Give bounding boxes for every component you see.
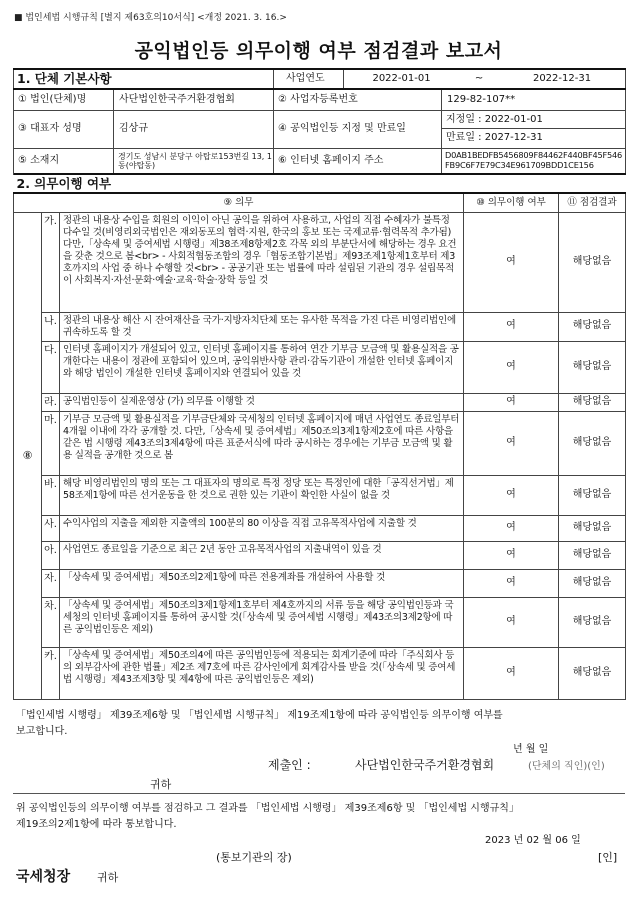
- notice-line-1: 위 공익법인등의 의무이행 여부를 점검하고 그 결과를 「법인세법 시행령」 제39조제6항 및 「법인세법 시행규칙」: [16, 803, 519, 814]
- biz-no-value: 129-82-107**: [442, 89, 626, 110]
- duty-result: 해당없음: [559, 515, 626, 541]
- addressee-1: 귀하: [150, 778, 172, 791]
- address-label: ⑤ 소재지: [14, 148, 114, 174]
- duty-letter: 라.: [42, 393, 60, 411]
- notifier-label: (통보기관의 장): [216, 851, 292, 864]
- duty-letter: 자.: [42, 569, 60, 597]
- section-duty-heading: 2. 의무이행 여부: [14, 174, 626, 193]
- fiscal-year-row: [274, 69, 626, 89]
- section-basic-heading: 1. 단체 기본사항: [14, 69, 274, 89]
- submitter-name: 사단법인한국주거환경협회: [355, 758, 495, 772]
- table-row: [14, 541, 626, 569]
- statement-line-1: 「법인세법 시행령」 제39조제6항 및 「법인세법 시행규칙」 제19조제1항에 따라 공익법인등 의무이행 여부를: [16, 710, 503, 721]
- address-value: 경기도 성남시 분당구 아탑로153번길 13, 1동(야탑동): [114, 148, 274, 174]
- submitter-label: 제출인 :: [268, 758, 311, 772]
- duty-letter: 다.: [42, 341, 60, 393]
- fiscal-year-end: 2022-12-31: [532, 72, 592, 84]
- duty-perform: 여: [464, 647, 559, 699]
- notifier-seal: [인]: [598, 851, 618, 864]
- duty-letter: 카.: [42, 647, 60, 699]
- fiscal-year-label: 사업연도: [274, 70, 344, 88]
- table-row: [14, 212, 626, 312]
- table-row: [14, 312, 626, 341]
- duty-text: 인터넷 홈페이지가 개설되어 있고, 인터넷 홈페이지를 통하여 연간 기부금 모금액 및 활용실적을 공개한다는 내용이 정관에 포함되어 있으며, 공익위반사항 관리·감독기관이 개설한 인터넷 홈페이지와 해당 법인이 개설한 인터넷 홈페이지와 연결되어 있을 것: [60, 341, 464, 393]
- duty-letter: 차.: [42, 597, 60, 647]
- duty-group-label: ⑧: [14, 212, 42, 699]
- basic-info-table: [13, 68, 626, 175]
- duty-perform: 여: [464, 541, 559, 569]
- statement-line-2: 보고합니다.: [16, 726, 68, 737]
- duty-text: 수익사업의 지출을 제외한 지출액의 100분의 80 이상을 직접 고유목적사업에 지출할 것: [60, 515, 464, 541]
- duty-perform: 여: [464, 597, 559, 647]
- report-date-placeholder: 년 월 일: [513, 744, 549, 755]
- duty-text: 해당 비영리법인의 명의 또는 그 대표자의 명의로 특정 정당 또는 특정인에 대한「공직선거법」제58조제1항에 따른 선거운동을 한 것으로 권한 있는 기관이 확인한 사실이 없을 것: [60, 475, 464, 515]
- duty-letter: 마.: [42, 411, 60, 475]
- addressee-2: 귀하: [97, 871, 119, 884]
- table-row: [14, 411, 626, 475]
- table-row: [14, 647, 626, 699]
- duty-text: 공익법인등이 실제운영상 (가) 의무를 이행할 것: [60, 393, 464, 411]
- duty-result: 해당없음: [559, 312, 626, 341]
- table-row: [14, 475, 626, 515]
- table-row: [14, 515, 626, 541]
- homepage-value: D0AB1BEDFB5456809F84462F440BF45F546FB9C6F7E79C34E961709BDD1CE156: [442, 148, 626, 174]
- rep-label: ③ 대표자 성명: [14, 110, 114, 148]
- duty-perform: 여: [464, 393, 559, 411]
- designation-dates: [442, 110, 626, 148]
- designation-label: ④ 공익법인등 지정 및 만료일: [274, 110, 442, 148]
- duty-text: 정관의 내용상 수입을 회원의 이익이 아닌 공익을 위하여 사용하고, 사업의 직접 수혜자가 불특정 다수일 것(비영리외국법인은 재외동포의 협력·지원, 한국의 홍보 또는 국제교류·협력목적 추가됨)다만,「상속세 및 증여세법 시행령」제38조제8항제2호 각목 외의 부분단서에 해당하는 경우 요건을 갖춘 것으로 봄<br> - 사회적협동조합의 경우「협동조합기본법」제93조제1항제1호부터 제3호까지의 사업 중 하나 수행할 것<br> - 공공기관 또는 법률에 따라 설립된 기관의 경우 설립목적이 사회복지·자선·문화·예술·교육·학술·장학 등일 것: [60, 212, 464, 312]
- duty-text: 「상속세 및 증여세법」제50조의3제1항제1호부터 제4호까지의 서류 등을 해당 공익법인등과 국세청의 인터넷 홈페이지를 통하여 공시할 것(「상속세 및 증여세법 시행령」제43조의3제2항에 따른 공익법인등은 제외): [60, 597, 464, 647]
- col-perform-header: ⑩ 의무이행 여부: [464, 193, 559, 212]
- duty-result: 해당없음: [559, 569, 626, 597]
- corp-name-value: 사단법인한국주거환경협회: [114, 89, 274, 110]
- duty-result: 해당없음: [559, 597, 626, 647]
- table-row: [14, 393, 626, 411]
- duty-letter: 아.: [42, 541, 60, 569]
- duty-perform: 여: [464, 475, 559, 515]
- corp-name-label: ① 법인(단체)명: [14, 89, 114, 110]
- biz-no-label: ② 사업자등록번호: [274, 89, 442, 110]
- duty-result: 해당없음: [559, 475, 626, 515]
- duty-letter: 바.: [42, 475, 60, 515]
- duty-perform: 여: [464, 312, 559, 341]
- fiscal-year-tilde: ~: [474, 72, 484, 84]
- table-row: [14, 341, 626, 393]
- duty-result: 해당없음: [559, 647, 626, 699]
- duty-perform: 여: [464, 515, 559, 541]
- submitter-seal: (단체의 직인)(인): [528, 761, 605, 772]
- duty-result: 해당없음: [559, 341, 626, 393]
- expires-date: 만료일 : 2027-12-31: [446, 132, 543, 143]
- duty-letter: 가.: [42, 212, 60, 312]
- duty-perform: 여: [464, 569, 559, 597]
- duty-perform: 여: [464, 212, 559, 312]
- duty-result: 해당없음: [559, 411, 626, 475]
- col-result-header: ⑪ 점검결과: [559, 193, 626, 212]
- col-duty-header: ⑨ 의무: [14, 193, 464, 212]
- duty-letter: 나.: [42, 312, 60, 341]
- duty-result: 해당없음: [559, 212, 626, 312]
- form-note: ■ 법인세법 시행규칙 [별지 제63호의10서식] <개정 2021. 3. 16.>: [14, 13, 287, 23]
- notice-line-2: 제19조의2제1항에 따라 통보합니다.: [16, 819, 177, 830]
- duty-perform: 여: [464, 341, 559, 393]
- notice-date: 2023 년 02 월 06 일: [485, 835, 581, 846]
- duty-result: 해당없음: [559, 541, 626, 569]
- footer-divider: [13, 793, 625, 794]
- duty-result: 해당없음: [559, 393, 626, 411]
- designated-date: 지정일 : 2022-01-01: [442, 111, 625, 129]
- duty-text: 기부금 모금액 및 활용실적을 기부금단체와 국세청의 인터넷 홈페이지에 매년 사업연도 종료일부터 4개월 이내에 각각 공개할 것. 다만,「상속세 및 증여세법」제50조의3제1항제2호에 따른 사항을 같은 법 시행령 제43조의3제4항에 따른 표준서식에 따라 공시하는 경우에는 기부금 모금액 및 활용 실적을 공개한 것으로 봄: [60, 411, 464, 475]
- rep-name-value: 김상규: [114, 110, 274, 148]
- duty-text: 「상속세 및 증여세법」제50조의2제1항에 따른 전용계좌를 개설하여 사용할 것: [60, 569, 464, 597]
- duty-perform: 여: [464, 411, 559, 475]
- duty-text: 사업연도 종료일을 기준으로 최근 2년 동안 고유목적사업의 지출내역이 있을 것: [60, 541, 464, 569]
- duty-text: 「상속세 및 증여세법」제50조의4에 따른 공익법인등에 적용되는 회계기준에 따라「주식회사 등의 외부감사에 관한 법률」제2조 제7호에 따른 감사인에게 회계감사를 받을 것(「상속세 및 증여세법 시행령」제43조제3항 및 제4항에 따른 공익법인등은 제외): [60, 647, 464, 699]
- duty-letter: 사.: [42, 515, 60, 541]
- homepage-label: ⑥ 인터넷 홈페이지 주소: [274, 148, 442, 174]
- recipient: 국세청장: [16, 869, 71, 885]
- duty-text: 정관의 내용상 해산 시 잔여재산을 국가·지방자치단체 또는 유사한 목적을 가진 다른 비영리법인에 귀속하도록 할 것: [60, 312, 464, 341]
- page-title: 공익법인등 의무이행 여부 점검결과 보고서: [134, 40, 503, 62]
- table-row: [14, 597, 626, 647]
- fiscal-year-start: 2022-01-01: [372, 72, 431, 84]
- duty-table: [13, 173, 626, 700]
- table-row: [14, 569, 626, 597]
